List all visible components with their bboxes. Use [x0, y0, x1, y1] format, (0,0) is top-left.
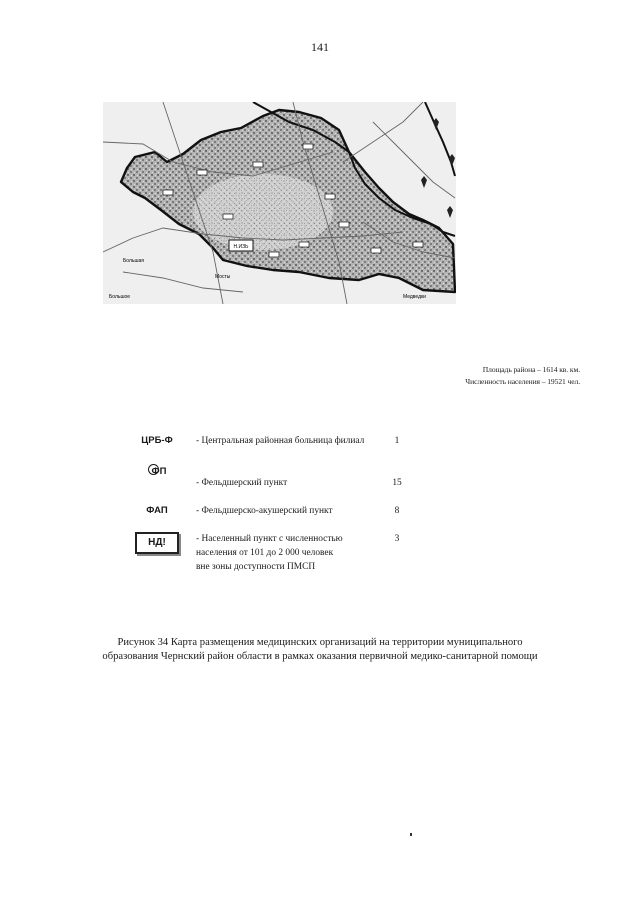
caption-line-2: образования Чернский район области в рамках оказания первичной медико-санитарной помощи: [102, 651, 538, 662]
legend-text-fp: - Фельдшерский пункт: [196, 478, 288, 488]
map-label-town-south: Мосты: [215, 274, 231, 280]
figure-caption: [60, 636, 580, 664]
map-label-center: Н.ИЗЬ: [233, 244, 249, 250]
legend-count-fap: 8: [394, 506, 400, 516]
caption-line-1: Рисунок 34 Карта размещения медицинских организаций на территории муниципального: [117, 637, 523, 648]
map-label-town-bottom-right: Медведки: [403, 294, 426, 300]
district-population-text: Численность населения – 19521 чел.: [465, 377, 580, 386]
legend-code-fp-text: ФП: [151, 466, 167, 477]
legend-count-crb: 1: [394, 436, 400, 446]
district-map: [103, 102, 456, 304]
legend-code-fp: [132, 464, 182, 479]
legend-count-fp: 15: [392, 478, 402, 488]
legend-count-nd: 3: [394, 534, 400, 544]
district-area-text: Площадь района – 1614 кв. км.: [482, 365, 580, 374]
legend-code-crb: ЦРБ-Ф: [141, 435, 173, 446]
legend-code-fap: ФАП: [146, 505, 168, 516]
page-number: 141: [311, 40, 329, 54]
legend-text-fap: - Фельдшерско-акушерский пункт: [196, 506, 333, 516]
district-stats: [465, 364, 580, 388]
legend-text-nd: - Населенный пункт с численностью населения от 101 до 2 000 человек вне зоны доступности ПМСП: [196, 534, 343, 572]
map-label-town-bottom-left: Большое: [109, 294, 131, 300]
map-label-town-southwest: Большая: [123, 258, 144, 264]
nd-badge: НД!: [135, 532, 179, 554]
scan-speck: [410, 833, 412, 836]
legend-text-crb: - Центральная районная больница филиал: [196, 436, 365, 446]
